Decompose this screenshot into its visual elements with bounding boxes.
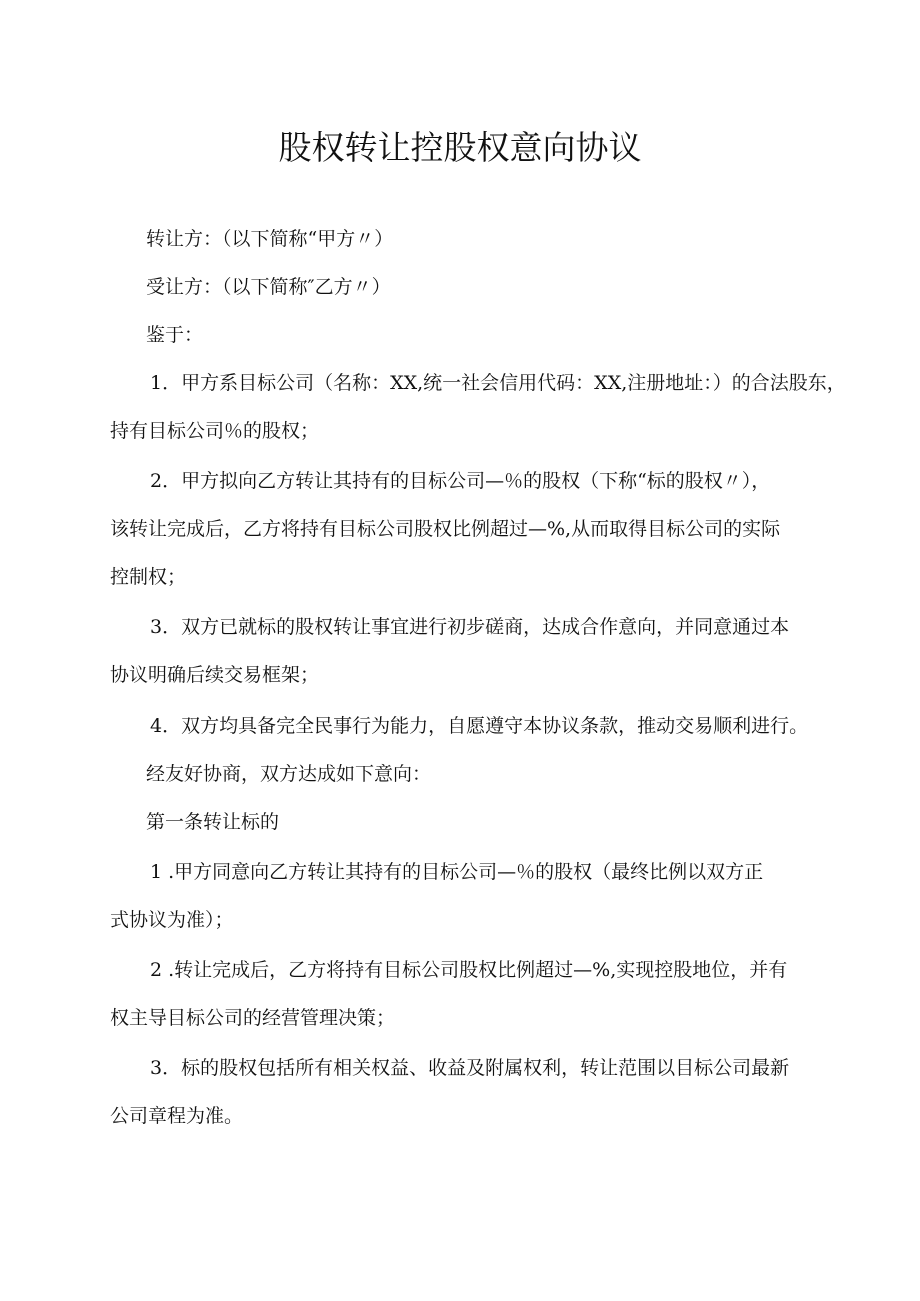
text-line: 该转让完成后，乙方将持有目标公司股权比例超过—%,从而取得目标公司的实际 <box>110 518 781 540</box>
text-line: 持有目标公司％的股权； <box>110 420 320 442</box>
text-line: 4．双方均具备完全民事行为能力，自愿遵守本协议条款，推动交易顺利进行。 <box>150 715 809 737</box>
text-line: 受让方：（以下简称″乙方〃） <box>146 276 391 298</box>
text-line: 转让方：（以下简称“甲方〃） <box>146 228 394 250</box>
text-line: 权主导目标公司的经营管理决策； <box>110 1007 396 1029</box>
article-1-clause-3 <box>110 1044 816 1140</box>
article-1-heading <box>110 798 816 846</box>
text-line: 1．甲方系目标公司（名称：XX,统一社会信用代码：XX,注册地址：）的合法股东， <box>150 372 846 394</box>
transferor-line <box>110 215 816 263</box>
text-line: 经友好协商，双方达成如下意向： <box>146 763 432 785</box>
text-line: 鉴于： <box>146 324 204 346</box>
recital-2 <box>110 457 816 601</box>
transferee-line <box>110 263 816 311</box>
text-line: 1 .甲方同意向乙方转让其持有的目标公司—％的股权（最终比例以双方正 <box>150 861 764 883</box>
text-line: 2 .转让完成后，乙方将持有目标公司股权比例超过—%,实现控股地位，并有 <box>150 959 788 981</box>
text-line: 2．甲方拟向乙方转让其持有的目标公司—％的股权（下称“标的股权〃）， <box>150 470 771 492</box>
document-title: 股权转让控股权意向协议 <box>278 128 642 167</box>
text-line: 第一条转让标的 <box>146 811 280 833</box>
text-line: 控制权； <box>110 566 187 588</box>
whereas-heading <box>110 311 816 359</box>
article-1-clause-1 <box>110 848 816 944</box>
text-line: 协议明确后续交易框架； <box>110 664 320 686</box>
consultation-line <box>110 750 816 798</box>
recital-4 <box>110 702 816 750</box>
recital-3 <box>110 603 816 699</box>
text-line: 3．双方已就标的股权转让事宜进行初步磋商，达成合作意向，并同意通过本 <box>150 616 790 638</box>
text-line: 3．标的股权包括所有相关权益、收益及附属权利，转让范围以目标公司最新 <box>150 1057 790 1079</box>
text-line: 公司章程为准。 <box>110 1105 244 1127</box>
text-line: 式协议为准）； <box>110 909 234 931</box>
article-1-clause-2 <box>110 946 816 1042</box>
recital-1 <box>110 359 846 455</box>
